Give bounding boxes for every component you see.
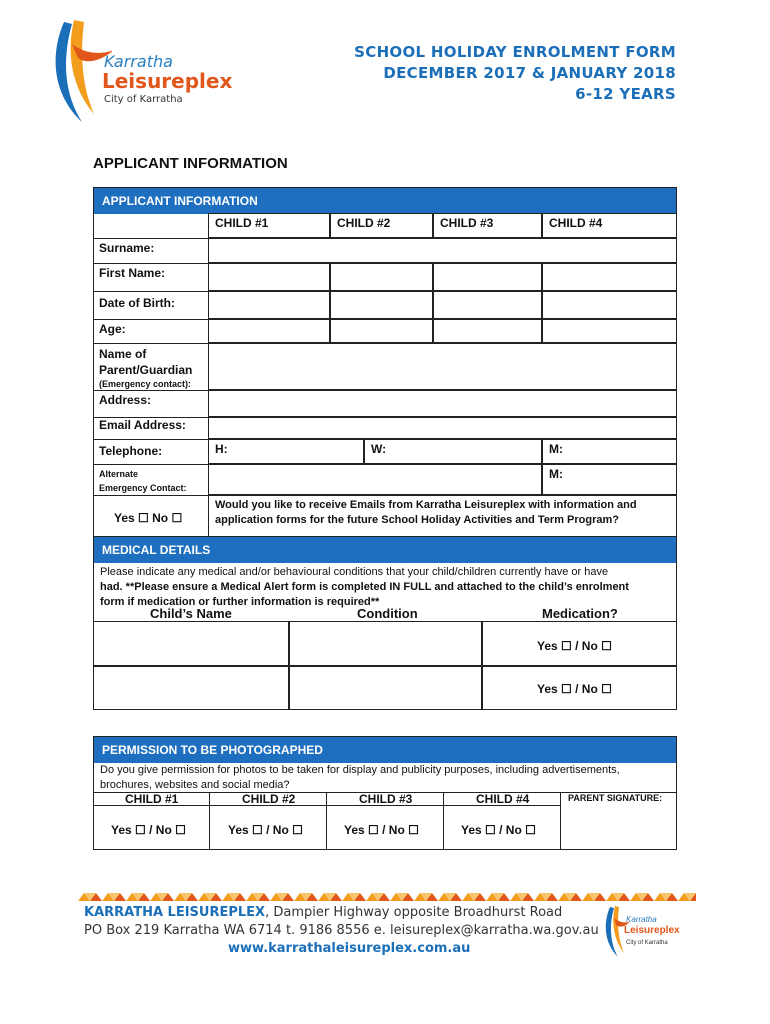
footer-logo: [600, 903, 696, 959]
medication-yes-no-1[interactable]: Yes ☐ / No ☐: [537, 639, 612, 653]
footer: [78, 893, 696, 961]
guardian-label-2: Parent/Guardian: [99, 363, 193, 377]
medical-condition-1[interactable]: [289, 621, 482, 666]
footer-address: [84, 905, 562, 920]
surname-label: Surname:: [99, 241, 155, 255]
photo-child-3-header: CHILD #3: [359, 792, 413, 806]
email-opt-in-checkboxes[interactable]: Yes ☐ No ☐: [114, 511, 183, 525]
age-child-3[interactable]: [433, 319, 542, 343]
form-title: [354, 42, 676, 105]
age-child-1[interactable]: [208, 319, 330, 343]
email-question-line-1: Would you like to receive Emails from Karratha Leisureplex with information and: [215, 499, 637, 511]
first-name-child-2[interactable]: [330, 263, 433, 291]
first-name-child-1[interactable]: [208, 263, 330, 291]
footer-contact: PO Box 219 Karratha WA 6714 t. 9186 8556 e. leisureplex@karratha.wa.gov.au: [84, 923, 599, 938]
child-3-header: CHILD #3: [433, 213, 542, 238]
photo-bar: PERMISSION TO BE PHOTOGRAPHED: [94, 737, 676, 763]
medical-text-1: Please indicate any medical and/or behavioural conditions that your child/children currently have or have: [100, 566, 609, 578]
parent-signature-field[interactable]: [561, 806, 676, 849]
photo-instructions: [94, 763, 676, 793]
tel-home-label: H:: [215, 442, 228, 456]
logo-karratha: Karratha: [104, 52, 173, 71]
col-medication: Medication?: [542, 606, 618, 621]
col-condition: Condition: [357, 606, 418, 621]
medical-bar: MEDICAL DETAILS: [94, 537, 676, 563]
email-label: Email Address:: [99, 418, 186, 432]
photo-child-1-header: CHILD #1: [125, 792, 179, 806]
footer-logo-city: City of Karratha: [626, 940, 668, 946]
logo-city: City of Karratha: [104, 94, 183, 105]
medication-yes-no-2[interactable]: Yes ☐ / No ☐: [537, 682, 612, 696]
photo-child-2-header: CHILD #2: [242, 792, 296, 806]
tel-work-label: W:: [371, 442, 387, 456]
age-label: Age:: [99, 322, 126, 336]
first-name-child-3[interactable]: [433, 263, 542, 291]
medical-name-2[interactable]: [93, 666, 289, 710]
tel-mobile-field[interactable]: [542, 439, 677, 464]
medical-text-2: had. **Please ensure a Medical Alert form is completed IN FULL and attached to the child’s enrolment: [100, 581, 629, 593]
guardian-label-3: (Emergency contact):: [99, 379, 192, 389]
age-child-2[interactable]: [330, 319, 433, 343]
photo-child-4-header: CHILD #4: [476, 792, 530, 806]
medical-condition-2[interactable]: [289, 666, 482, 710]
address-field[interactable]: [208, 390, 677, 417]
tel-work-field[interactable]: [364, 439, 542, 464]
guardian-label-1: Name of: [99, 347, 147, 361]
photo-yes-no-3[interactable]: Yes ☐ / No ☐: [344, 823, 419, 837]
alt-contact-label-1: Alternate: [99, 469, 139, 479]
footer-address-text: , Dampier Highway opposite Broadhurst Road: [265, 905, 563, 920]
age-child-4[interactable]: [542, 319, 677, 343]
photo-yes-no-4[interactable]: Yes ☐ / No ☐: [461, 823, 536, 837]
email-opt-in-question: [208, 495, 677, 540]
photo-yes-no-2[interactable]: Yes ☐ / No ☐: [228, 823, 303, 837]
footer-stripe: [78, 893, 696, 901]
medical-name-1[interactable]: [93, 621, 289, 666]
title-line-1: SCHOOL HOLIDAY ENROLMENT FORM: [354, 43, 676, 61]
dob-label: Date of Birth:: [99, 296, 175, 310]
email-question-line-2: application forms for the future School Holiday Activities and Term Program?: [215, 514, 620, 526]
alt-contact-label-2: Emergency Contact:: [99, 483, 187, 493]
dob-child-1[interactable]: [208, 291, 330, 319]
col-childs-name: Child’s Name: [150, 606, 232, 621]
alt-contact-mobile-label: M:: [549, 467, 563, 481]
first-name-label: First Name:: [99, 266, 166, 280]
first-name-child-4[interactable]: [542, 263, 677, 291]
address-label: Address:: [99, 393, 152, 407]
page-heading: APPLICANT INFORMATION: [93, 155, 288, 172]
photo-text-2: brochures, websites and social media?: [100, 779, 290, 791]
child-2-header: CHILD #2: [330, 213, 433, 238]
alt-contact-field[interactable]: [208, 464, 542, 495]
surname-field[interactable]: [208, 238, 677, 263]
logo-leisureplex: Leisureplex: [102, 69, 233, 93]
footer-logo-karratha: Karratha: [626, 915, 657, 924]
photo-text-1: Do you give permission for photos to be taken for display and publicity purposes, including advertisements,: [100, 764, 620, 776]
dob-child-4[interactable]: [542, 291, 677, 319]
email-field[interactable]: [208, 417, 677, 439]
child-1-header: CHILD #1: [208, 213, 330, 238]
child-4-header: CHILD #4: [542, 213, 677, 238]
photo-yes-no-1[interactable]: Yes ☐ / No ☐: [111, 823, 186, 837]
guardian-field[interactable]: [208, 343, 677, 390]
medical-text-3: form if medication or further information is required**: [100, 596, 380, 608]
dob-child-3[interactable]: [433, 291, 542, 319]
footer-website[interactable]: www.karrathaleisureplex.com.au: [228, 941, 471, 956]
parent-signature-label: PARENT SIGNATURE:: [568, 793, 663, 803]
footer-logo-leisureplex: Leisureplex: [624, 925, 680, 936]
telephone-label: Telephone:: [99, 444, 163, 458]
dob-child-2[interactable]: [330, 291, 433, 319]
tel-mobile-label: M:: [549, 442, 563, 456]
tel-home-field[interactable]: [208, 439, 364, 464]
leisureplex-logo: [42, 14, 232, 124]
title-line-2: DECEMBER 2017 & JANUARY 2018: [383, 64, 676, 82]
title-line-3: 6-12 YEARS: [575, 85, 676, 103]
applicant-bar: APPLICANT INFORMATION: [94, 188, 676, 214]
alt-contact-mobile-field[interactable]: [542, 464, 677, 495]
medical-instructions: [94, 563, 676, 610]
footer-name: KARRATHA LEISUREPLEX: [84, 905, 266, 920]
